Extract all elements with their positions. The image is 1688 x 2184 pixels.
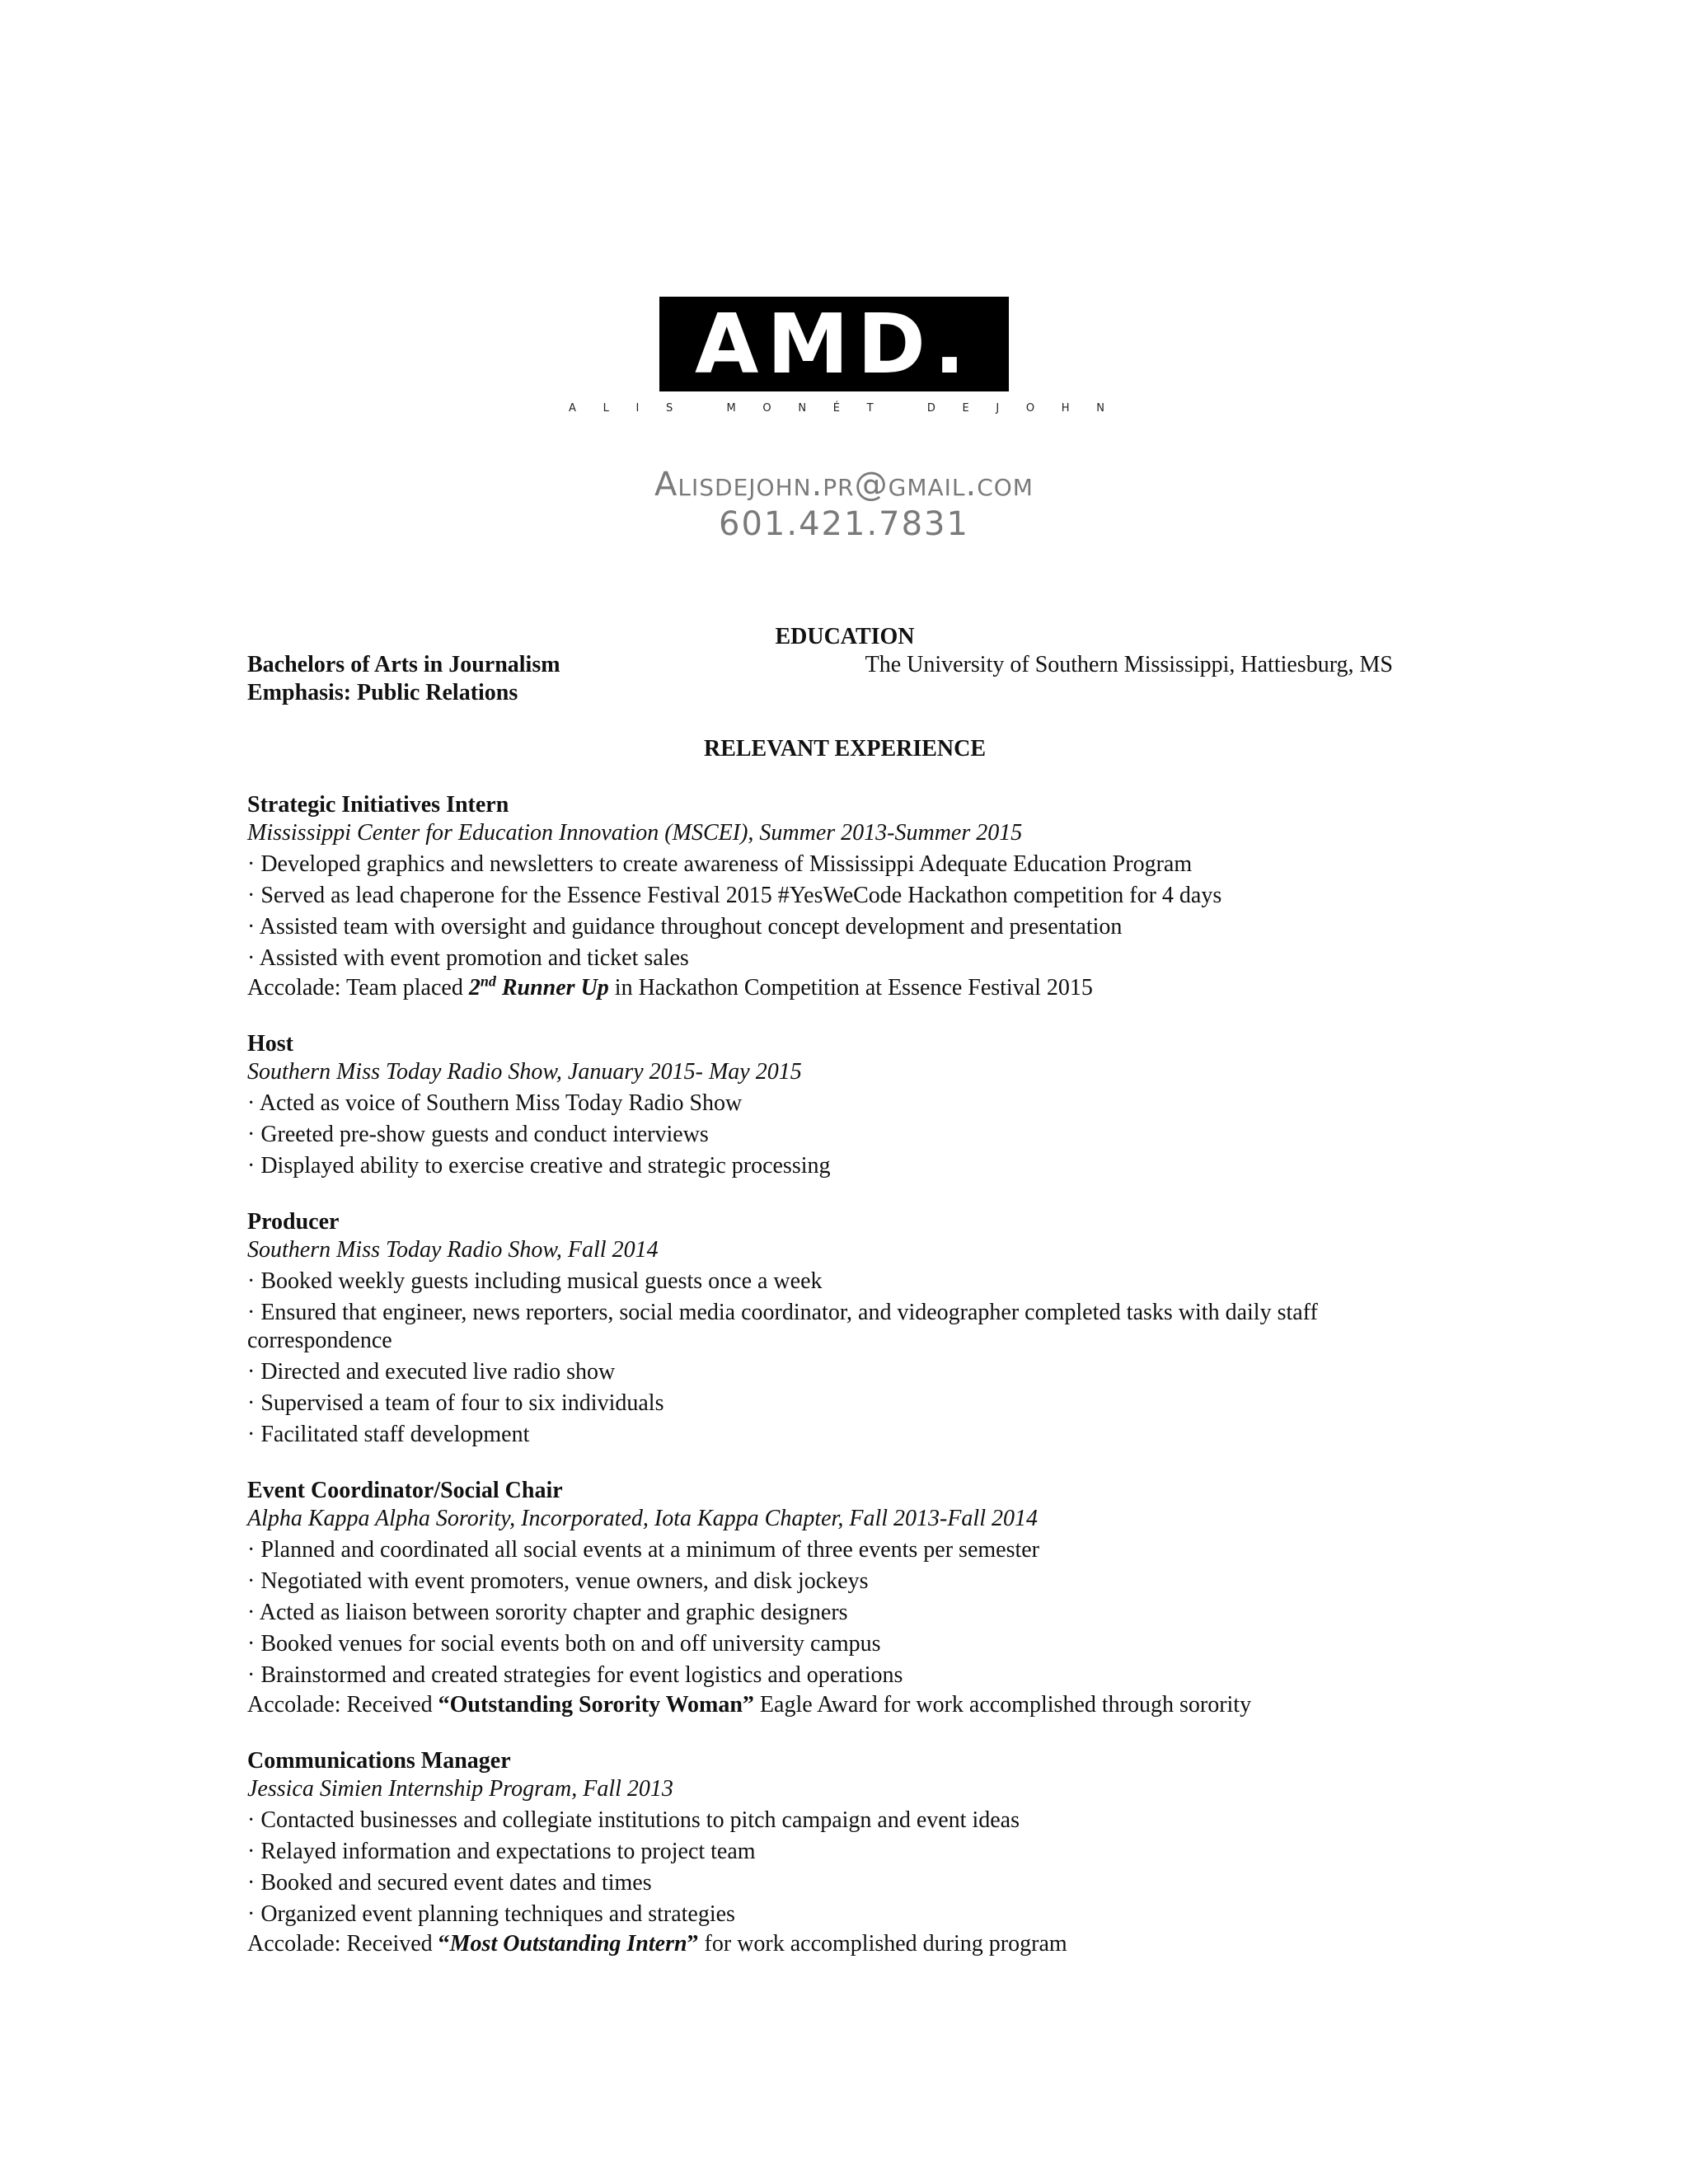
job-entry — [247, 1747, 1442, 1958]
logo-letter: H — [1061, 402, 1070, 415]
accolade-quote-close: ” — [687, 1931, 699, 1957]
accolade-prefix: Accolade: Received — [247, 1692, 438, 1718]
job-bullet: · Acted as voice of Southern Miss Today Radio Show — [247, 1090, 743, 1116]
logo — [659, 297, 1009, 391]
job-bullet: · Booked weekly guests including musical guests once a week — [247, 1268, 823, 1294]
job-bullet: · Facilitated staff development — [247, 1422, 530, 1447]
job-bullet: · Assisted with event promotion and ticket sales — [247, 945, 689, 971]
logo-letter: O — [1025, 402, 1035, 415]
accolade-highlight: “Outstanding Sorority Woman” — [438, 1692, 754, 1718]
logo-letter: O — [762, 402, 771, 415]
job-title: Event Coordinator/Social Chair — [247, 1478, 563, 1503]
job-accolade — [247, 1930, 1442, 1958]
job-title: Producer — [247, 1209, 340, 1235]
emphasis: Emphasis: Public Relations — [247, 680, 518, 705]
logo-letter: D — [926, 402, 935, 415]
job-bullet: · Displayed ability to exercise creative and strategic processing — [247, 1153, 831, 1179]
job-org: Mississippi Center for Education Innovation (MSCEI), Summer 2013-Summer 2015 — [247, 820, 1023, 846]
education-row — [247, 651, 1442, 707]
job-bullet: · Booked and secured event dates and times — [247, 1870, 652, 1896]
contact-email[interactable]: Alisdejohn.pr@gmail.com — [654, 466, 1034, 504]
job-entry — [247, 1477, 1442, 1719]
job-entry — [247, 1030, 1442, 1180]
logo-letter: I — [635, 402, 640, 415]
accolade-rank: 2 — [468, 975, 481, 1001]
job-bullet: · Planned and coordinated all social events at a minimum of three events per semester — [247, 1537, 1040, 1563]
logo-letter: E — [962, 402, 969, 415]
job-bullet: · Served as lead chaperone for the Essence Festival 2015 #YesWeCode Hackathon competition for 4 days — [247, 883, 1222, 908]
job-org: Southern Miss Today Radio Show, Fall 2014 — [247, 1237, 659, 1263]
job-bullet: · Contacted businesses and collegiate institutions to pitch campaign and event ideas — [247, 1807, 1020, 1833]
logo-letter: É — [832, 402, 840, 415]
accolade-suffix: in Hackathon Competition at Essence Festival 2015 — [608, 975, 1093, 1001]
job-title: Communications Manager — [247, 1748, 511, 1774]
job-title: Strategic Initiatives Intern — [247, 792, 509, 818]
accolade-highlight: Most Outstanding Intern — [449, 1931, 687, 1957]
accolade-quote-open: “ — [438, 1931, 450, 1957]
job-org: Southern Miss Today Radio Show, January 2015- May 2015 — [247, 1059, 802, 1085]
accolade-prefix: Accolade: Received — [247, 1931, 438, 1957]
accolade-rank-suffix: nd — [480, 972, 496, 990]
job-entry — [247, 791, 1442, 1002]
resume-content — [247, 623, 1442, 1958]
job-org: Alpha Kappa Alpha Sorority, Incorporated, Iota Kappa Chapter, Fall 2013-Fall 2014 — [247, 1506, 1038, 1531]
contact-phone[interactable]: 601.421.7831 — [719, 505, 969, 543]
job-bullet: · Brainstormed and created strategies for event logistics and operations — [247, 1662, 903, 1688]
logo-letter: T — [866, 402, 874, 415]
accolade-suffix: Eagle Award for work accomplished through sorority — [753, 1692, 1252, 1718]
job-bullet: · Assisted team with oversight and guidance throughout concept development and presentation — [247, 914, 1123, 940]
education-degree-block — [247, 651, 560, 707]
job-org: Jessica Simien Internship Program, Fall 2013 — [247, 1776, 673, 1802]
education-heading: EDUCATION — [775, 624, 915, 649]
job-bullet: · Developed graphics and newsletters to create awareness of Mississippi Adequate Education Program — [247, 851, 1193, 877]
accolade-prefix: Accolade: Team placed — [247, 975, 469, 1001]
logo-subtitle — [569, 402, 1104, 415]
school: The University of Southern Mississippi, Hattiesburg, MS — [865, 652, 1393, 677]
logo-letter: J — [996, 402, 1000, 415]
accolade-highlight: Runner Up — [495, 975, 609, 1001]
logo-letter: N — [798, 402, 807, 415]
logo-letter: A — [569, 402, 576, 415]
job-bullet: · Organized event planning techniques and strategies — [247, 1901, 735, 1927]
job-bullet: · Relayed information and expectations to project team — [247, 1839, 756, 1864]
logo-letter: S — [665, 402, 673, 415]
logo-letter: N — [1096, 402, 1104, 415]
job-title: Host — [247, 1031, 293, 1057]
job-bullet: · Directed and executed live radio show — [247, 1359, 616, 1385]
logo-letter: M — [726, 402, 736, 415]
accolade-suffix: for work accomplished during program — [698, 1931, 1067, 1957]
job-bullet: · Acted as liaison between sorority chapter and graphic designers — [247, 1600, 848, 1625]
logo-letter: L — [603, 402, 609, 415]
job-bullet: · Negotiated with event promoters, venue owners, and disk jockeys — [247, 1568, 869, 1594]
job-bullet: · Ensured that engineer, news reporters, social media coordinator, and videographer completed tasks with daily staff correspondence — [247, 1300, 1318, 1353]
degree: Bachelors of Arts in Journalism — [247, 652, 560, 677]
job-bullet: · Greeted pre-show guests and conduct interviews — [247, 1122, 709, 1147]
experience-heading: RELEVANT EXPERIENCE — [703, 736, 987, 762]
logo-mark: AMD. — [695, 295, 973, 392]
job-entry — [247, 1208, 1442, 1449]
job-accolade — [247, 1691, 1442, 1719]
job-accolade — [247, 974, 1442, 1002]
job-bullet: · Booked venues for social events both on and off university campus — [247, 1631, 881, 1657]
job-bullet: · Supervised a team of four to six individuals — [247, 1390, 664, 1416]
